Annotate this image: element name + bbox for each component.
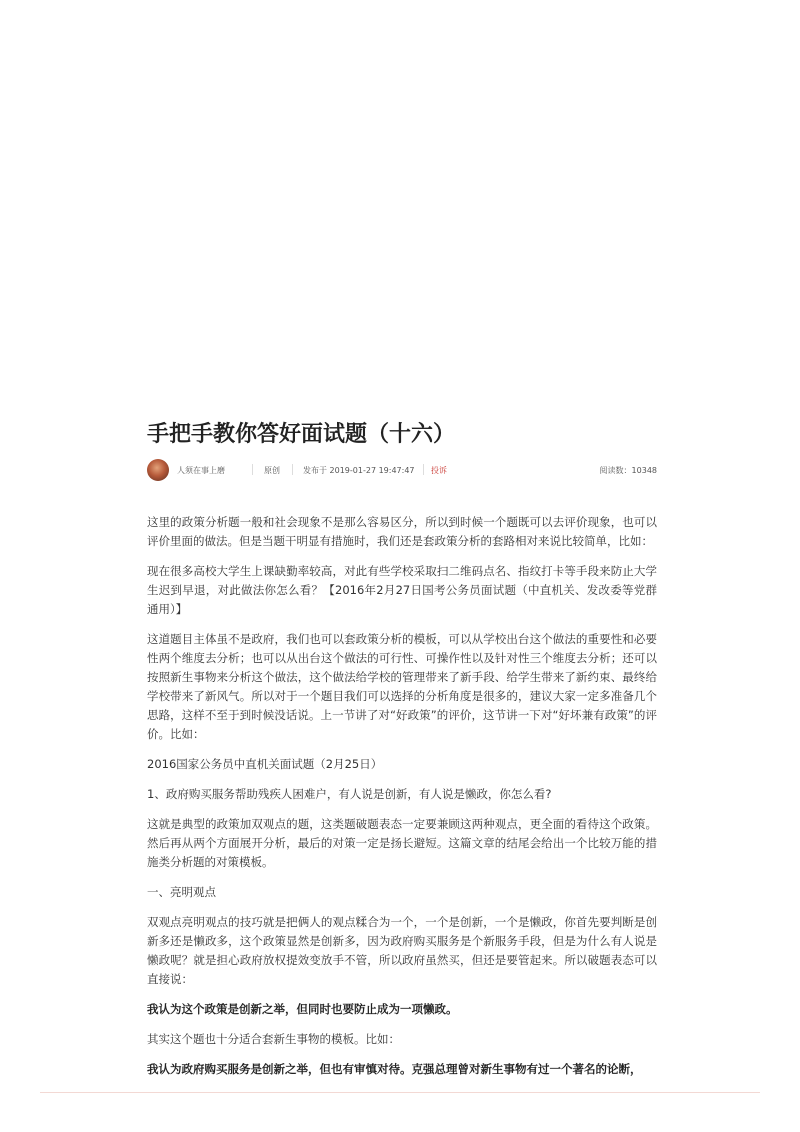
article-title: 手把手教你答好面试题（十六）: [147, 422, 456, 447]
paragraph: 这里的政策分析题一般和社会现象不是那么容易区分，所以到时候一个题既可以去评价现象，也可以评价里面的做法。但是当题干明显有措施时，我们还是套政策分析的套路相对来说比较简单，比如：: [147, 515, 657, 548]
report-link[interactable]: 投诉: [431, 466, 447, 475]
article-meta: [147, 456, 657, 484]
paragraph: 2016国家公务员中直机关面试题（2月25日）: [147, 757, 383, 771]
paragraph: 这就是典型的政策加双观点的题，这类题破题表态一定要兼顾这两种观点，更全面的看待这个政策。然后再从两个方面展开分析，最后的对策一定是扬长避短。这篇文章的结尾会给出一个比较万能的措施类分析题的对策模板。: [147, 817, 657, 869]
paragraph: 这道题目主体虽不是政府，我们也可以套政策分析的模板，可以从学校出台这个做法的重要性和必要性两个维度去分析；也可以从出台这个做法的可行性、可操作性以及针对性三个维度去分析；还可以按照新生事物来分析这个做法，这个做法给学校的管理带来了新手段、给学生带来了新约束、最终给学校带来了新风气。所以对于一个题目我们可以选择的分析角度是很多的，建议大家一定多准备几个思路，这样不至于到时候没话说。上一节讲了对“好政策”的评价，这节讲一下对“好坏兼有政策”的评价。比如：: [147, 632, 657, 741]
original-tag: 原创: [264, 466, 280, 475]
bold-paragraph: 我认为政府购买服务是创新之举，但也有审慎对待。克强总理曾对新生事物有过一个著名的论断，: [147, 1062, 642, 1076]
paragraph: 其实这个题也十分适合套新生事物的模板。比如：: [147, 1032, 400, 1046]
read-count: 阅读数：10348: [599, 466, 657, 475]
paragraph: 1、政府购买服务帮助残疾人困难户，有人说是创新，有人说是懒政，你怎么看?: [147, 787, 552, 801]
publish-time: 发布于 2019-01-27 19:47:47: [303, 466, 415, 475]
meta-divider: [292, 464, 293, 475]
author-name[interactable]: 人须在事上磨: [177, 466, 225, 475]
article-body: [147, 513, 657, 1090]
paragraph: 现在很多高校大学生上课缺勤率较高，对此有些学校采取扫二维码点名、指纹打卡等手段来防止大学生迟到早退，对此做法你怎么看？【2016年2月27日国考公务员面试题（中直机关、发改委等党群通用）】: [147, 564, 657, 616]
footer-divider: [40, 1092, 760, 1093]
meta-divider: [423, 464, 424, 475]
bold-paragraph: 我认为这个政策是创新之举，但同时也要防止成为一项懒政。: [147, 1002, 458, 1016]
paragraph: 双观点亮明观点的技巧就是把俩人的观点糅合为一个，一个是创新，一个是懒政，你首先要判断是创新多还是懒政多，这个政策显然是创新多，因为政府购买服务是个新服务手段，但是为什么有人说是懒政呢？就是担心政府放权提效变放手不管，所以政府虽然买，但还是要管起来。所以破题表态可以直接说：: [147, 915, 657, 986]
section-heading: 一、亮明观点: [147, 885, 216, 899]
meta-divider: [252, 464, 253, 475]
avatar[interactable]: [147, 459, 169, 481]
